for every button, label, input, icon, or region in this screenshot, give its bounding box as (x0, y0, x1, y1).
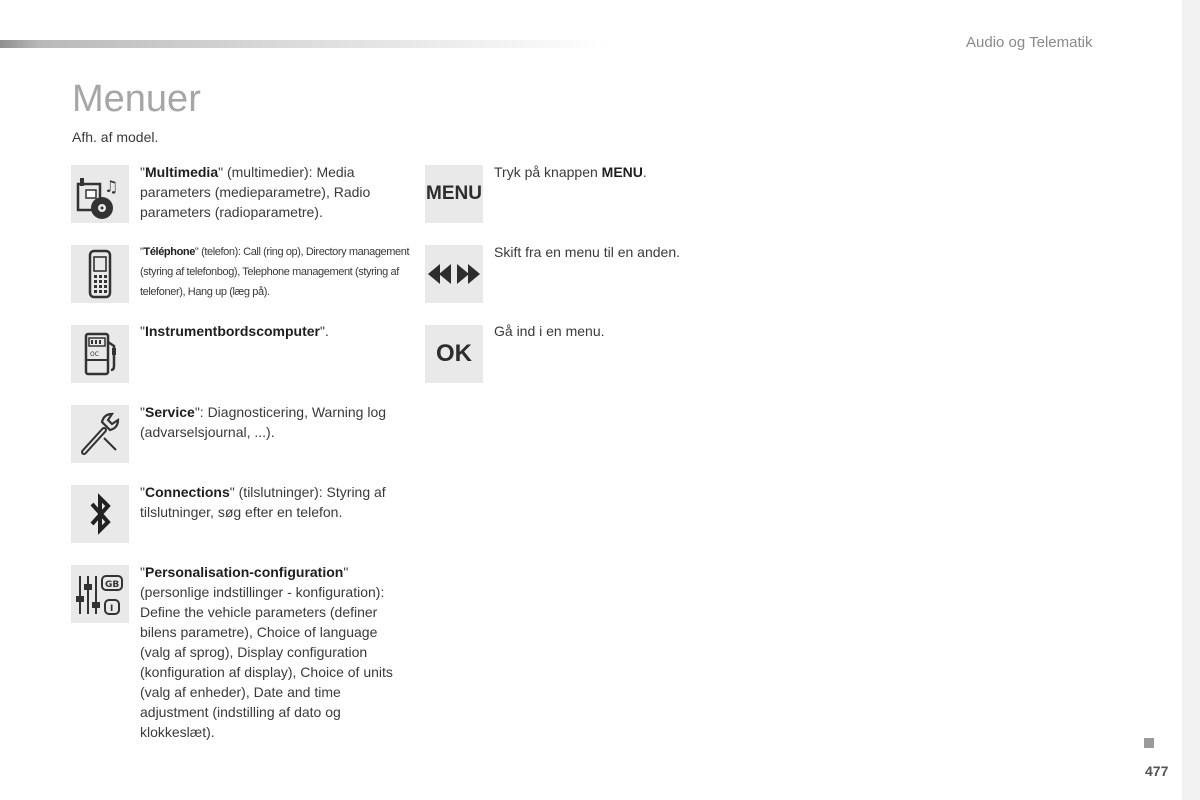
multimedia-description: "Multimedia" (multimedier): Media parameters (medieparametre), Radio parameters (radioparametre). (140, 164, 371, 220)
personalisation-description: "Personalisation-configuration" (personlige indstillinger - konfiguration): Define the vehicle parameters (definer bilens parametre), Choice of language (valg af sprog), Display configuration (konfiguration af display), Choice of units (valg af enheder), Date and time adjustment (indstilling af dato og klokkeslæt). (140, 564, 393, 740)
footer-marker (1144, 738, 1154, 748)
trip-computer-icon (71, 325, 129, 383)
svg-text:OC: OC (90, 351, 99, 358)
multimedia-icon (71, 165, 129, 223)
trip-computer-description: "Instrumentbordscomputer". (140, 323, 329, 339)
prev-next-icon (425, 245, 483, 303)
svg-text:♫: ♫ (104, 177, 119, 196)
bluetooth-icon (71, 485, 129, 543)
service-label: Service (144, 404, 195, 420)
multimedia-label: Multimedia (144, 164, 219, 180)
phone-label: Téléphone (143, 246, 195, 258)
wrench-icon (71, 405, 129, 463)
connections-label: Connections (144, 484, 230, 500)
page-title: Menuer (72, 78, 201, 120)
ok-button-description: Gå ind i en menu. (494, 323, 605, 339)
page-number: 477 (1145, 763, 1169, 779)
phone-icon (71, 245, 129, 303)
personalisation-label: Personalisation-configuration (144, 564, 344, 580)
menu-button-icon: MENU (425, 165, 483, 223)
header-gradient-bar (0, 40, 610, 48)
ok-button-icon: OK (425, 325, 483, 383)
service-description: "Service": Diagnosticering, Warning log (advarselsjournal, ...). (140, 404, 387, 440)
svg-text:I: I (110, 604, 114, 614)
connections-description: "Connections" (tilslutninger): Styring af tilslutninger, søg efter en telefon. (140, 484, 386, 520)
trip-computer-label: Instrumentbordscomputer (144, 323, 320, 339)
section-title: Audio og Telematik (966, 34, 1093, 51)
page-edge-strip (1182, 0, 1200, 800)
menu-button-description: Tryk på knappen MENU. (494, 164, 647, 180)
subtitle: Afh. af model. (72, 129, 159, 145)
prev-next-description: Skift fra en menu til en anden. (494, 244, 680, 260)
svg-text:GB: GB (105, 580, 120, 590)
settings-sliders-icon (71, 565, 129, 623)
phone-description: "Téléphone" (telefon): Call (ring op), Directory management (styring af telefonbog), Telephone management (styring af telefoner), Hang up (læg på). (140, 246, 410, 298)
